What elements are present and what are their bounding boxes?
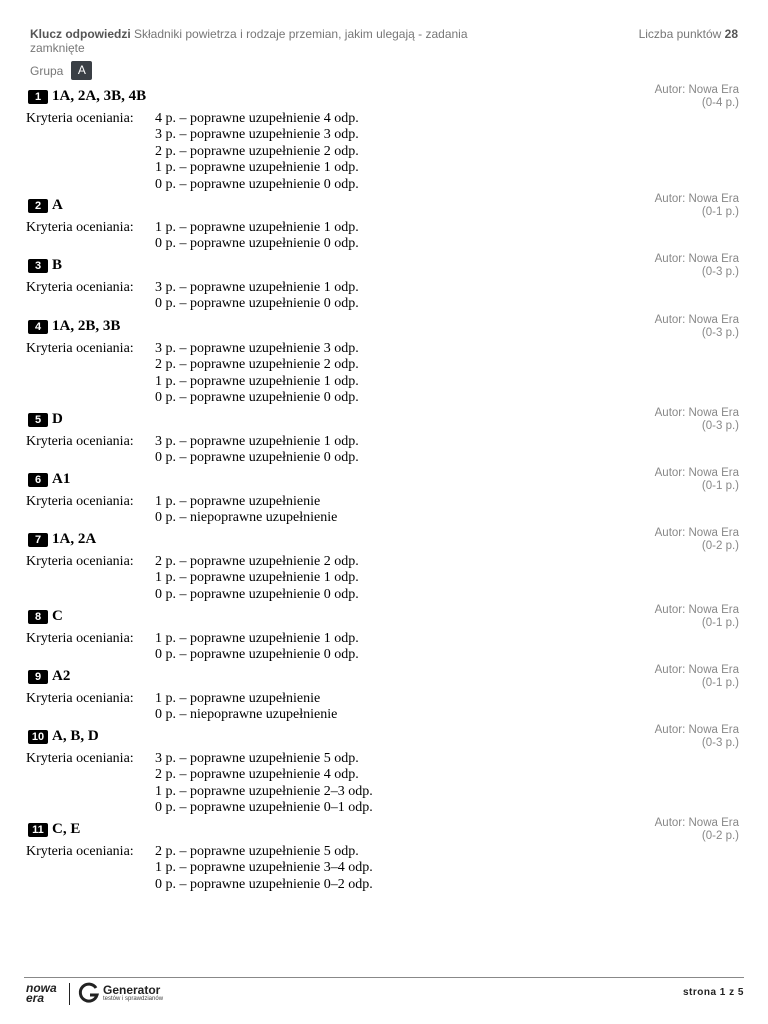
task-answer: 1A, 2B, 3B	[52, 318, 121, 334]
task-author	[655, 467, 739, 493]
criteria-list	[155, 494, 337, 527]
task-author	[655, 604, 739, 630]
author-name: Autor: Nowa Era	[654, 253, 739, 265]
criteria-list	[155, 111, 359, 193]
task-answer: A, B, D	[52, 728, 99, 744]
task-author	[655, 193, 739, 219]
task-number-badge: 8	[28, 610, 48, 624]
criteria-line: 0 p. – poprawne uzupełnienie 0 odp.	[155, 390, 359, 406]
criteria-label: Kryteria oceniania:	[26, 844, 134, 859]
points-range: (0-3 p.)	[701, 266, 739, 278]
footer-divider	[24, 977, 744, 978]
group-indicator	[30, 61, 92, 80]
author-name: Autor: Nowa Era	[654, 84, 739, 96]
points-range: (0-1 p.)	[701, 677, 739, 689]
criteria-line: 3 p. – poprawne uzupełnienie 3 odp.	[155, 127, 359, 143]
task-number-badge: 1	[28, 90, 48, 104]
criteria-line: 1 p. – poprawne uzupełnienie 1 odp.	[155, 160, 359, 176]
task-answer: D	[52, 411, 63, 427]
criteria-line: 0 p. – poprawne uzupełnienie 0 odp.	[155, 647, 359, 663]
task-header	[28, 88, 146, 105]
title-rest: Składniki powietrza i rodzaje przemian, jakim ulegają - zadania zamknięte	[30, 27, 468, 55]
task-number-badge: 5	[28, 413, 48, 427]
author-name: Autor: Nowa Era	[654, 407, 739, 419]
task-header	[28, 608, 63, 625]
criteria-list	[155, 751, 373, 817]
author-name: Autor: Nowa Era	[654, 193, 739, 205]
criteria-label: Kryteria oceniania:	[26, 751, 134, 766]
logo-line1: nowa	[26, 981, 57, 995]
task-answer: B	[52, 257, 63, 273]
criteria-line: 1 p. – poprawne uzupełnienie	[155, 691, 321, 706]
author-name: Autor: Nowa Era	[654, 817, 739, 829]
criteria-line: 2 p. – poprawne uzupełnienie 5 odp.	[155, 844, 359, 859]
criteria-line: 1 p. – poprawne uzupełnienie 1 odp.	[155, 631, 359, 646]
generator-g-icon	[78, 982, 100, 1004]
points-value: 28	[724, 27, 738, 41]
task-header	[28, 411, 63, 428]
criteria-label: Kryteria oceniania:	[26, 434, 134, 449]
generator-logo-text: Generator	[103, 983, 161, 997]
logo-separator	[69, 983, 70, 1005]
criteria-label: Kryteria oceniania:	[26, 220, 134, 235]
task-header	[28, 728, 99, 745]
author-name: Autor: Nowa Era	[654, 467, 739, 479]
criteria-line: 0 p. – poprawne uzupełnienie 0 odp.	[155, 586, 359, 602]
task-author	[655, 817, 739, 843]
points-range: (0-2 p.)	[701, 830, 739, 842]
task-header	[28, 531, 96, 548]
criteria-label: Kryteria oceniania:	[26, 280, 134, 295]
task-number-badge: 9	[28, 670, 48, 684]
criteria-list	[155, 631, 359, 664]
task-author	[655, 527, 739, 553]
points-range: (0-3 p.)	[701, 327, 739, 339]
points-range: (0-4 p.)	[701, 97, 739, 109]
task-answer: 1A, 2A	[52, 531, 97, 547]
criteria-label: Kryteria oceniania:	[26, 494, 134, 509]
points-range: (0-1 p.)	[701, 206, 739, 218]
task-number-badge: 11	[28, 823, 48, 837]
group-label: Grupa	[30, 63, 64, 78]
author-name: Autor: Nowa Era	[654, 664, 739, 676]
criteria-line: 0 p. – poprawne uzupełnienie 0–2 odp.	[155, 876, 373, 892]
task-header	[28, 257, 62, 274]
criteria-line: 1 p. – poprawne uzupełnienie 3–4 odp.	[155, 860, 373, 876]
task-author	[655, 407, 739, 433]
criteria-list	[155, 280, 359, 313]
task-author	[655, 664, 739, 690]
criteria-label: Kryteria oceniania:	[26, 341, 134, 356]
criteria-label: Kryteria oceniania:	[26, 691, 134, 706]
author-name: Autor: Nowa Era	[654, 527, 739, 539]
task-number-badge: 6	[28, 473, 48, 487]
page-number: strona 1 z 5	[682, 987, 744, 998]
criteria-label: Kryteria oceniania:	[26, 111, 134, 126]
criteria-line: 0 p. – niepoprawne uzupełnienie	[155, 510, 338, 526]
points-range: (0-2 p.)	[701, 540, 739, 552]
task-header	[28, 197, 63, 214]
criteria-line: 1 p. – poprawne uzupełnienie	[155, 494, 321, 509]
criteria-line: 3 p. – poprawne uzupełnienie 3 odp.	[155, 341, 359, 356]
criteria-line: 3 p. – poprawne uzupełnienie 1 odp.	[155, 280, 359, 295]
task-author	[655, 724, 739, 750]
author-name: Autor: Nowa Era	[654, 724, 739, 736]
task-author	[655, 314, 739, 340]
task-answer: C, E	[52, 821, 81, 837]
criteria-line: 0 p. – poprawne uzupełnienie 0 odp.	[155, 176, 359, 192]
task-header	[28, 821, 80, 838]
criteria-list	[155, 341, 359, 407]
title-bold: Klucz odpowiedzi	[30, 27, 131, 41]
criteria-line: 2 p. – poprawne uzupełnienie 2 odp.	[155, 357, 359, 373]
criteria-list	[155, 220, 359, 253]
points-range: (0-1 p.)	[701, 617, 739, 629]
task-answer: A1	[52, 471, 71, 487]
task-header	[28, 668, 70, 685]
task-header	[28, 471, 70, 488]
criteria-line: 2 p. – poprawne uzupełnienie 4 odp.	[155, 767, 359, 783]
criteria-list	[155, 844, 373, 893]
generator-subtitle: testów i sprawdzianów	[103, 996, 164, 1002]
task-number-badge: 3	[28, 259, 48, 273]
criteria-label: Kryteria oceniania:	[26, 631, 134, 646]
points-label: Liczba punktów	[638, 27, 722, 41]
criteria-line: 4 p. – poprawne uzupełnienie 4 odp.	[155, 111, 359, 126]
points-range: (0-3 p.)	[701, 737, 739, 749]
author-name: Autor: Nowa Era	[654, 604, 739, 616]
points-range: (0-1 p.)	[701, 480, 739, 492]
criteria-line: 1 p. – poprawne uzupełnienie 1 odp.	[155, 220, 359, 235]
criteria-line: 1 p. – poprawne uzupełnienie 1 odp.	[155, 570, 359, 586]
task-number-badge: 7	[28, 533, 48, 547]
criteria-line: 2 p. – poprawne uzupełnienie 2 odp.	[155, 554, 359, 569]
criteria-line: 1 p. – poprawne uzupełnienie 2–3 odp.	[155, 783, 373, 799]
task-number-badge: 4	[28, 320, 48, 334]
criteria-line: 0 p. – poprawne uzupełnienie 0 odp.	[155, 236, 359, 252]
criteria-label: Kryteria oceniania:	[26, 554, 134, 569]
criteria-list	[155, 434, 359, 467]
task-author	[655, 253, 739, 279]
task-answer: A2	[52, 668, 71, 684]
criteria-line: 0 p. – poprawne uzupełnienie 0 odp.	[155, 296, 359, 312]
group-badge: A	[71, 61, 92, 80]
points-total	[639, 27, 738, 41]
task-author	[655, 84, 739, 110]
nowa-era-logo	[26, 983, 57, 1003]
task-answer: C	[52, 608, 63, 624]
criteria-line: 3 p. – poprawne uzupełnienie 5 odp.	[155, 751, 359, 766]
logo-line2: era	[26, 991, 45, 1005]
points-range: (0-3 p.)	[701, 420, 739, 432]
task-number-badge: 2	[28, 199, 48, 213]
task-number-badge: 10	[28, 730, 48, 744]
task-answer: A	[52, 197, 63, 213]
criteria-line: 1 p. – poprawne uzupełnienie 1 odp.	[155, 373, 359, 389]
task-header	[28, 318, 120, 335]
criteria-list	[155, 691, 337, 724]
criteria-line: 0 p. – poprawne uzupełnienie 0 odp.	[155, 450, 359, 466]
criteria-list	[155, 554, 359, 603]
task-answer: 1A, 2A, 3B, 4B	[52, 88, 147, 104]
document-title	[30, 27, 470, 55]
criteria-line: 2 p. – poprawne uzupełnienie 2 odp.	[155, 143, 359, 159]
author-name: Autor: Nowa Era	[654, 314, 739, 326]
criteria-line: 3 p. – poprawne uzupełnienie 1 odp.	[155, 434, 359, 449]
criteria-line: 0 p. – niepoprawne uzupełnienie	[155, 707, 338, 723]
criteria-line: 0 p. – poprawne uzupełnienie 0–1 odp.	[155, 800, 373, 816]
